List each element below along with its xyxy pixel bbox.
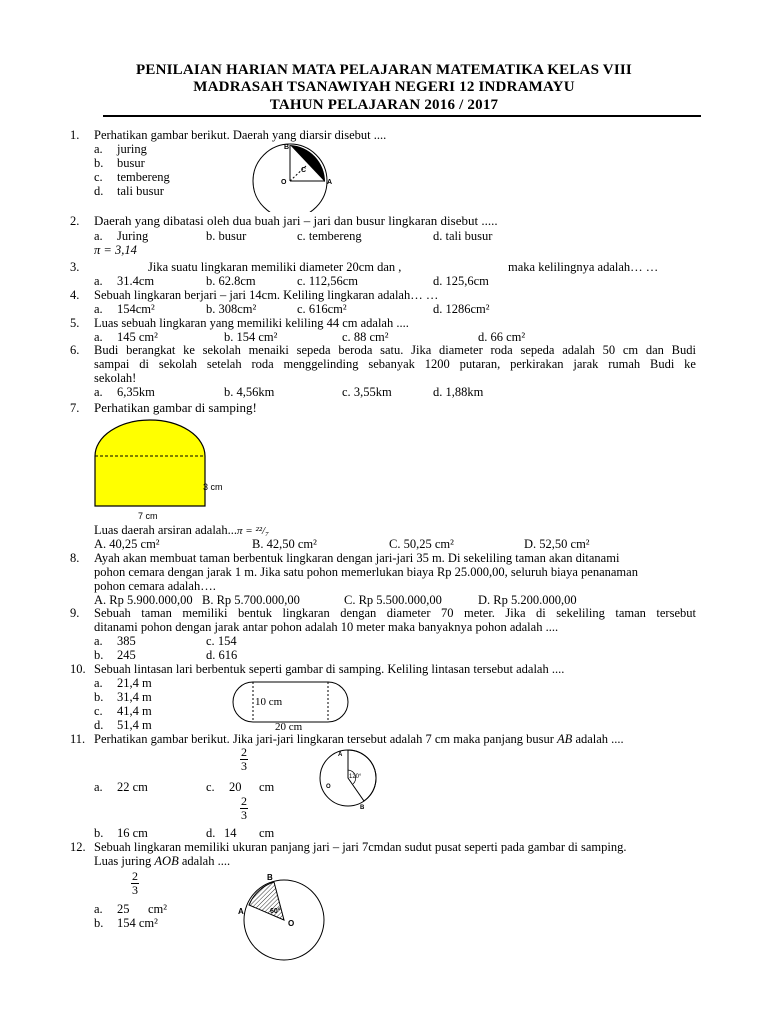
q8-opt-b: B. Rp 5.700.000,00 bbox=[202, 593, 300, 607]
header-line-3: TAHUN PELAJARAN 2016 / 2017 bbox=[269, 97, 499, 113]
q3-opt-b: b. 62.8cm bbox=[206, 274, 256, 288]
q9-line-1: Sebuah taman memiliki bentuk lingkaran dengan diameter 70 meter. Jika di sekeliling taman tersebut bbox=[94, 606, 696, 620]
q1-label-a: A bbox=[327, 179, 333, 186]
q3-text-a: Jika suatu lingkaran memiliki diameter 20cm dan , bbox=[148, 260, 402, 274]
q1-label-b: B bbox=[284, 144, 290, 151]
q11-opt-a-letter: a. bbox=[94, 780, 103, 794]
q7-opt-a: A. 40,25 cm² bbox=[94, 537, 160, 551]
q5-text: Luas sebuah lingkaran yang memiliki keliling 44 cm adalah .... bbox=[94, 316, 409, 330]
q8-opt-a: A. Rp 5.900.000,00 bbox=[94, 593, 193, 607]
q10-height-label: 10 cm bbox=[255, 696, 283, 708]
q8-line-2: pohon cemara dengan jarak 1 m. Jika satu pohon memerlukan biaya Rp 25.000,00, seluruh biaya penanaman bbox=[94, 565, 638, 579]
q2-number: 2. bbox=[70, 214, 80, 228]
q5-opt-a-letter: a. bbox=[94, 330, 103, 344]
q12-line-2: Luas juring AOB adalah .... bbox=[94, 854, 231, 868]
q6-opt-a: 6,35km bbox=[117, 385, 155, 399]
q7-yellow-figure bbox=[90, 416, 240, 522]
q11-opt-b-letter: b. bbox=[94, 826, 104, 840]
q11-opt-c-unit: cm bbox=[259, 780, 275, 794]
header-rule bbox=[103, 115, 701, 117]
q3-number: 3. bbox=[70, 260, 80, 274]
q7-number: 7. bbox=[70, 401, 80, 415]
q2-text: Daerah yang dibatasi oleh dua buah jari – jari dan busur lingkaran disebut ..... bbox=[94, 213, 498, 228]
q5-opt-d: d. 66 cm² bbox=[478, 330, 526, 344]
q12-label-o: O bbox=[288, 919, 295, 928]
q6-number: 6. bbox=[70, 343, 80, 357]
pi-value: π = 3,14 bbox=[94, 243, 137, 257]
q7-luas-text: Luas daerah arsiran adalah...π = ²²/₇ bbox=[94, 523, 269, 537]
q10-opt-c-letter: c. bbox=[94, 704, 103, 718]
q9-opt-d: d. 616 bbox=[206, 648, 238, 662]
q10-number: 10. bbox=[70, 662, 86, 676]
q12-opt-a-letter: a. bbox=[94, 902, 103, 916]
q11-opt-d-value: 14 bbox=[224, 826, 237, 840]
q10-text: Sebuah lintasan lari berbentuk seperti gambar di samping. Keliling lintasan tersebut adalah .... bbox=[94, 662, 565, 676]
q3-opt-d: d. 125,6cm bbox=[433, 274, 489, 288]
q11-circle-figure bbox=[318, 748, 378, 810]
q5-number: 5. bbox=[70, 316, 80, 330]
q8-opt-d: D. Rp 5.200.000,00 bbox=[478, 593, 577, 607]
q1-opt-c-letter: c. bbox=[94, 170, 103, 184]
q8-number: 8. bbox=[70, 551, 80, 565]
q9-opt-b-letter: b. bbox=[94, 648, 104, 662]
q6-opt-c: c. 3,55km bbox=[342, 385, 392, 399]
q12-line-1: Sebuah lingkaran memiliki ukuran panjang jari – jari 7cmdan sudut pusat seperti pada gambar di samping. bbox=[94, 840, 627, 854]
q10-width-label: 20 cm bbox=[275, 721, 303, 732]
q10-opt-d: 51,4 m bbox=[117, 718, 152, 732]
q9-opt-a: 385 bbox=[117, 634, 136, 648]
q11-opt-d-letter: d. bbox=[206, 826, 216, 840]
q11-number: 11. bbox=[70, 732, 86, 746]
q6-line-2: sampai di sekolah setelah roda menggelinding sebanyak 1200 putaran, perkirakan jarak rumah Budi ke bbox=[94, 357, 696, 371]
q12-opt-b: 154 cm² bbox=[117, 916, 158, 930]
q7-opt-b: B. 42,50 cm² bbox=[252, 537, 317, 551]
q9-line-2: ditanami pohon dengan jarak antar pohon adalah 10 meter maka banyaknya pohon adalah .... bbox=[94, 620, 559, 634]
q12-opt-a-value: 25 bbox=[117, 902, 130, 916]
q4-opt-d: d. 1286cm² bbox=[433, 302, 490, 316]
q4-opt-a: 154cm² bbox=[117, 302, 155, 316]
q11-opt-a: 22 cm bbox=[117, 780, 148, 794]
q11-opt-c-letter: c. bbox=[206, 780, 215, 794]
q11-opt-c-value: 20 bbox=[229, 780, 242, 794]
q10-opt-b: 31,4 m bbox=[117, 690, 152, 704]
q6-line-3: sekolah! bbox=[94, 371, 137, 385]
q12-label-a: A bbox=[238, 907, 244, 916]
q12-number: 12. bbox=[70, 840, 86, 854]
q4-opt-b: b. 308cm² bbox=[206, 302, 257, 316]
q6-opt-a-letter: a. bbox=[94, 385, 103, 399]
q11-opt-d-unit: cm bbox=[259, 826, 275, 840]
q8-line-1: Ayah akan membuat taman berbentuk lingkaran dengan jari-jari 35 m. Di sekeliling taman akan ditanami bbox=[94, 551, 620, 565]
q12-label-b: B bbox=[267, 873, 273, 882]
q6-opt-d: d. 1,88km bbox=[433, 385, 484, 399]
q1-opt-b-letter: b. bbox=[94, 156, 104, 170]
q3-text-b: maka kelilingnya adalah… … bbox=[508, 260, 659, 274]
q3-opt-c: c. 112,56cm bbox=[297, 274, 358, 288]
q11-label-b: B bbox=[360, 805, 365, 810]
q10-track-figure bbox=[228, 678, 358, 732]
q1-opt-b: busur bbox=[117, 156, 145, 170]
q1-opt-a: juring bbox=[117, 142, 147, 156]
q9-number: 9. bbox=[70, 606, 80, 620]
q7-opt-d: D. 52,50 cm² bbox=[524, 537, 590, 551]
q11-fraction-top: $\frac{2}{3}$ bbox=[241, 745, 247, 773]
header-line-2: MADRASAH TSANAWIYAH NEGERI 12 INDRAMAYU bbox=[193, 79, 575, 95]
q3-opt-a: 31.4cm bbox=[117, 274, 155, 288]
q7-width-label: 7 cm bbox=[138, 511, 158, 521]
q9-opt-a-letter: a. bbox=[94, 634, 103, 648]
q11-text: Perhatikan gambar berikut. Jika jari-jari lingkaran tersebut adalah 7 cm maka panjang busur AB adalah .... bbox=[94, 732, 624, 746]
q4-opt-a-letter: a. bbox=[94, 302, 103, 316]
q2-opt-d: d. tali busur bbox=[433, 229, 493, 243]
q10-opt-a-letter: a. bbox=[94, 676, 103, 690]
q7-text: Perhatikan gambar di samping! bbox=[94, 400, 257, 415]
q11-fraction-bottom: $\frac{2}{3}$ bbox=[241, 794, 247, 822]
q11-opt-b: 16 cm bbox=[117, 826, 148, 840]
header-line-1: PENILAIAN HARIAN MATA PELAJARAN MATEMATIKA KELAS VIII bbox=[136, 62, 632, 78]
q1-opt-d-letter: d. bbox=[94, 184, 104, 198]
q1-text: Perhatikan gambar berikut. Daerah yang diarsir disebut .... bbox=[94, 128, 387, 142]
q6-opt-b: b. 4,56km bbox=[224, 385, 275, 399]
q11-label-o: O bbox=[326, 784, 331, 790]
q11-angle-label: 120° bbox=[349, 774, 362, 780]
q7-pi: π = ²²/₇ bbox=[236, 525, 269, 537]
q4-number: 4. bbox=[70, 288, 80, 302]
q2-opt-a: Juring bbox=[117, 229, 149, 243]
q12-opt-a-unit: cm² bbox=[148, 902, 168, 916]
q10-opt-d-letter: d. bbox=[94, 718, 104, 732]
q3-opt-a-letter: a. bbox=[94, 274, 103, 288]
q9-opt-c: c. 154 bbox=[206, 634, 237, 648]
q1-number: 1. bbox=[70, 128, 80, 142]
q1-label-o: O bbox=[281, 179, 287, 186]
q2-opt-a-letter: a. bbox=[94, 229, 103, 243]
q1-circle-figure bbox=[250, 140, 340, 212]
q12-fraction: $\frac{2}{3}$ bbox=[132, 869, 138, 897]
q1-label-c: C bbox=[301, 167, 307, 174]
q8-opt-c: C. Rp 5.500.000,00 bbox=[344, 593, 442, 607]
q12-angle-label: 60° bbox=[270, 908, 281, 915]
q4-text: Sebuah lingkaran berjari – jari 14cm. Keliling lingkaran adalah… … bbox=[94, 288, 439, 302]
q4-opt-c: c. 616cm² bbox=[297, 302, 347, 316]
q1-opt-d: tali busur bbox=[117, 184, 164, 198]
q8-line-3: pohon cemara adalah…. bbox=[94, 579, 216, 593]
q10-opt-c: 41,4 m bbox=[117, 704, 152, 718]
q9-opt-b: 245 bbox=[117, 648, 136, 662]
q2-opt-b: b. busur bbox=[206, 229, 247, 243]
q2-opt-c: c. tembereng bbox=[297, 229, 362, 243]
q5-opt-c: c. 88 cm² bbox=[342, 330, 389, 344]
q7-opt-c: C. 50,25 cm² bbox=[389, 537, 454, 551]
q12-opt-b-letter: b. bbox=[94, 916, 104, 930]
q7-height-label: 3 cm bbox=[203, 482, 223, 492]
q12-circle-figure bbox=[232, 868, 332, 962]
q5-opt-a: 145 cm² bbox=[117, 330, 158, 344]
q10-opt-a: 21,4 m bbox=[117, 676, 152, 690]
q10-opt-b-letter: b. bbox=[94, 690, 104, 704]
q1-opt-a-letter: a. bbox=[94, 142, 103, 156]
q5-opt-b: b. 154 cm² bbox=[224, 330, 278, 344]
q6-line-1: Budi berangkat ke sekolah menaiki sepeda beroda satu. Jika diameter roda sepeda adalah 50 cm dan Budi bbox=[94, 343, 696, 357]
q1-opt-c: tembereng bbox=[117, 170, 170, 184]
q11-label-a: A bbox=[338, 752, 343, 758]
